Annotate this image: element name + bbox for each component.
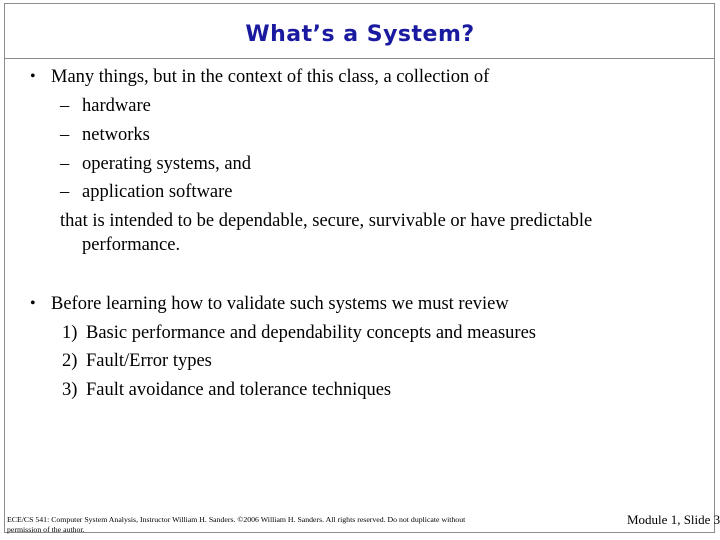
subitem-dash: – <box>60 125 70 145</box>
subitem-dash: – <box>60 154 70 174</box>
continuation-line: that is intended to be dependable, secure, survivable or have predictable <box>60 211 593 231</box>
title-divider <box>4 58 715 59</box>
subitem-operating-systems: operating systems, and <box>82 154 252 174</box>
subitem-hardware: hardware <box>82 96 151 116</box>
subitem-dash: – <box>60 96 70 116</box>
slide-title: What’s a System? <box>245 22 475 47</box>
bullet-1-text: Many things, but in the context of this class, a collection of <box>51 67 490 87</box>
numbered-item-text: Fault avoidance and tolerance techniques <box>86 380 392 400</box>
bullet-marker-2: • <box>30 295 36 312</box>
subitem-application-software: application software <box>82 182 233 202</box>
subitem-dash: – <box>60 182 70 202</box>
footer-line-1: ECE/CS 541: Computer System Analysis, Instructor William H. Sanders. ©2006 William H. Sanders. All rights reserved. Do not duplicate without <box>7 515 466 524</box>
numbered-item-text: Fault/Error types <box>86 351 212 371</box>
numbered-item-text: Basic performance and dependability concepts and measures <box>86 323 536 343</box>
continuation-line: performance. <box>82 235 181 255</box>
bullet-marker-1: • <box>30 68 36 85</box>
footer-line-2: permission of the author. <box>7 525 85 534</box>
numbered-item-number: 2) <box>62 351 78 371</box>
numbered-item-number: 1) <box>62 323 78 343</box>
footer-copyright <box>7 515 567 535</box>
subitem-networks: networks <box>82 125 150 145</box>
slide-number: Module 1, Slide 3 <box>627 512 720 527</box>
numbered-item-number: 3) <box>62 380 78 400</box>
bullet-2-text: Before learning how to validate such systems we must review <box>51 294 509 314</box>
